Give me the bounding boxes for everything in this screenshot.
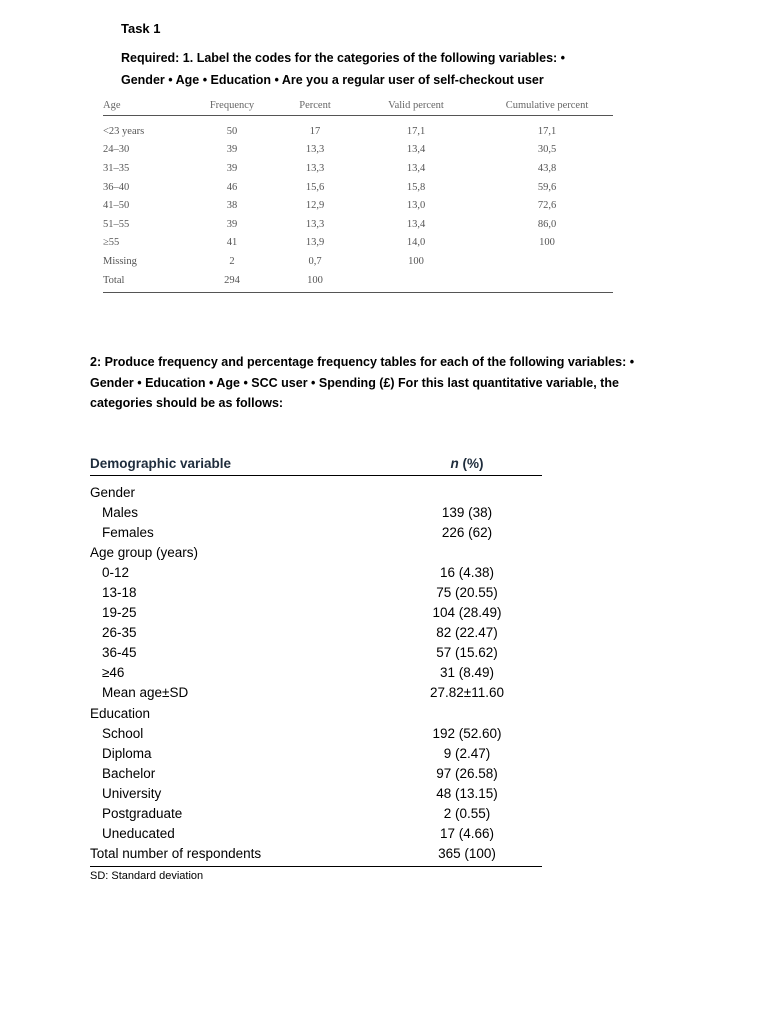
demo-table-row (90, 703, 542, 723)
age-table-cell: 39 (226, 144, 238, 156)
demo-row-value: 57 (15.62) (436, 645, 498, 661)
age-header-frequency: Frequency (209, 100, 255, 111)
demographic-table (90, 452, 542, 867)
age-table-row (103, 252, 613, 271)
demo-row-label: 19-25 (102, 605, 137, 621)
age-table-cell: 41 (226, 237, 238, 249)
age-table-cell: 13,3 (305, 218, 325, 230)
demo-row-label: Education (90, 705, 151, 721)
age-table-cell: Missing (103, 255, 137, 267)
demo-row-label: 36-45 (102, 645, 137, 661)
age-table-cell: 13,3 (305, 144, 325, 156)
demo-row-value: 75 (20.55) (436, 585, 498, 601)
age-table-cell: 43,8 (537, 162, 557, 174)
task-title: Task 1 (121, 21, 161, 36)
demo-table-row (90, 582, 542, 602)
age-table-cell: 86,0 (537, 218, 557, 230)
age-table-cell: 100 (307, 274, 323, 286)
age-table-cell: 294 (224, 274, 240, 286)
age-table-row (103, 159, 613, 178)
demo-table-row (90, 502, 542, 522)
demo-table-row (90, 623, 542, 643)
demo-row-label: Females (102, 524, 154, 540)
demo-table-header (90, 452, 542, 475)
age-table-cell: 13,3 (305, 162, 325, 174)
demo-row-value: 48 (13.15) (436, 785, 498, 801)
demo-table-row (90, 663, 542, 683)
age-table-cell: 17,1 (537, 125, 557, 137)
demo-row-value: 16 (4.38) (439, 564, 495, 580)
age-table-cell: 38 (226, 200, 238, 212)
age-table-body (103, 122, 613, 289)
age-table-cell: 41–50 (103, 200, 130, 212)
demo-row-label: 26-35 (102, 625, 137, 641)
age-table-cell: 50 (226, 125, 238, 137)
demo-table-row (90, 683, 542, 703)
age-table-cell: 72,6 (537, 200, 557, 212)
age-table-cell: Total (103, 274, 125, 286)
demo-row-value: 104 (28.49) (432, 605, 502, 621)
age-table-row (103, 196, 613, 215)
demo-row-label: 0-12 (102, 564, 130, 580)
age-table-cell: ≥55 (103, 237, 120, 249)
age-table-cell: 0,7 (308, 255, 322, 267)
demo-table-row (90, 562, 542, 582)
age-table-cell: 13,9 (305, 237, 325, 249)
age-table-header (103, 96, 613, 115)
demo-table-row (90, 542, 542, 562)
age-header-percent: Percent (299, 100, 331, 111)
age-table-cell: 100 (408, 255, 424, 267)
demo-row-value: 192 (52.60) (432, 725, 502, 741)
demo-header-n-symbol: n (450, 456, 459, 471)
age-table-cell: 100 (539, 237, 555, 249)
demo-row-label: 13-18 (102, 585, 137, 601)
age-table-cell: 59,6 (537, 181, 557, 193)
age-header-cumulative-percent: Cumulative percent (505, 100, 589, 111)
demo-table-row (90, 603, 542, 623)
age-table-cell: 12,9 (305, 200, 325, 212)
demo-row-value: 17 (4.66) (439, 826, 495, 842)
demo-table-row (90, 643, 542, 663)
age-table-cell: 17 (309, 125, 321, 137)
age-table-cell: 39 (226, 162, 238, 174)
age-header-valid-percent: Valid percent (388, 100, 444, 111)
age-table-cell: 15,6 (305, 181, 325, 193)
demo-header-n (392, 456, 542, 471)
age-table-cell: 36–40 (103, 181, 130, 193)
age-table-row (103, 178, 613, 197)
demo-row-label: Males (102, 504, 139, 520)
age-table-row (103, 122, 613, 141)
demo-row-value: 365 (100) (438, 846, 496, 862)
age-table-header-rule (103, 115, 613, 116)
demo-table-row (90, 723, 542, 743)
age-table-cell: 39 (226, 218, 238, 230)
age-table-row (103, 271, 613, 290)
demo-table-row (90, 743, 542, 763)
age-table-cell: 13,4 (406, 162, 426, 174)
demo-table-row (90, 783, 542, 803)
age-header-age: Age (103, 100, 121, 111)
demo-row-label: Age group (years) (90, 544, 199, 560)
demo-table-row (90, 824, 542, 844)
required-instructions: Required: 1. Label the codes for the categories of the following variables: • Gender • Age • Education • Are you a regular user of self-checkout user (121, 51, 566, 87)
age-table-cell: <23 years (103, 125, 145, 137)
demo-row-value: 226 (62) (441, 524, 493, 540)
demo-row-value: 27.82±11.60 (430, 685, 504, 701)
demo-table-row (90, 844, 542, 864)
age-table-row (103, 141, 613, 160)
demo-row-label: Uneducated (102, 826, 175, 842)
demo-row-label: Postgraduate (102, 806, 183, 822)
part2-instructions: 2: Produce frequency and percentage frequency tables for each of the following variables: • Gender • Education • Age • SCC user • Spending (£) For this last quantitative variable, the categories should be as follows: (90, 355, 635, 410)
demo-row-label: Diploma (102, 745, 152, 761)
demo-row-value: 9 (2.47) (443, 745, 491, 761)
demo-row-label: University (102, 785, 162, 801)
demo-row-label: Bachelor (102, 765, 156, 781)
demo-row-label: Gender (90, 484, 136, 500)
age-table-cell: 15,8 (406, 181, 426, 193)
age-table-cell: 14,0 (406, 237, 426, 249)
table-footnote: SD: Standard deviation (90, 870, 204, 882)
age-table-row (103, 215, 613, 234)
age-table-cell: 13,0 (406, 200, 426, 212)
demo-row-label: ≥46 (102, 665, 125, 681)
age-table-cell: 46 (226, 181, 238, 193)
demo-header-percent: (%) (458, 456, 484, 471)
demo-table-row (90, 522, 542, 542)
demo-bottom-rule (90, 866, 542, 867)
demo-header-variable: Demographic variable (90, 456, 232, 471)
demo-row-label: Mean age±SD (102, 685, 189, 701)
demo-row-label: Total number of respondents (90, 846, 262, 862)
demo-row-value: 139 (38) (441, 504, 493, 520)
age-table-cell: 2 (229, 255, 235, 267)
demo-row-value: 31 (8.49) (439, 665, 495, 681)
age-table-cell: 30,5 (537, 144, 557, 156)
age-table-bottom-rule (103, 292, 613, 293)
demo-row-value: 82 (22.47) (436, 625, 498, 641)
age-table-cell: 51–55 (103, 218, 130, 230)
age-table-cell: 13,4 (406, 218, 426, 230)
demo-table-row (90, 804, 542, 824)
age-frequency-table (103, 96, 613, 293)
age-table-cell: 31–35 (103, 162, 130, 174)
demo-row-label: School (102, 725, 144, 741)
age-table-cell: 13,4 (406, 144, 426, 156)
age-table-cell: 24–30 (103, 144, 130, 156)
age-table-row (103, 234, 613, 253)
age-table-cell: 17,1 (406, 125, 426, 137)
demo-table-row (90, 763, 542, 783)
demo-table-body (90, 476, 542, 864)
demo-row-value: 97 (26.58) (436, 765, 498, 781)
demo-table-row (90, 482, 542, 502)
demo-row-value: 2 (0.55) (443, 806, 491, 822)
